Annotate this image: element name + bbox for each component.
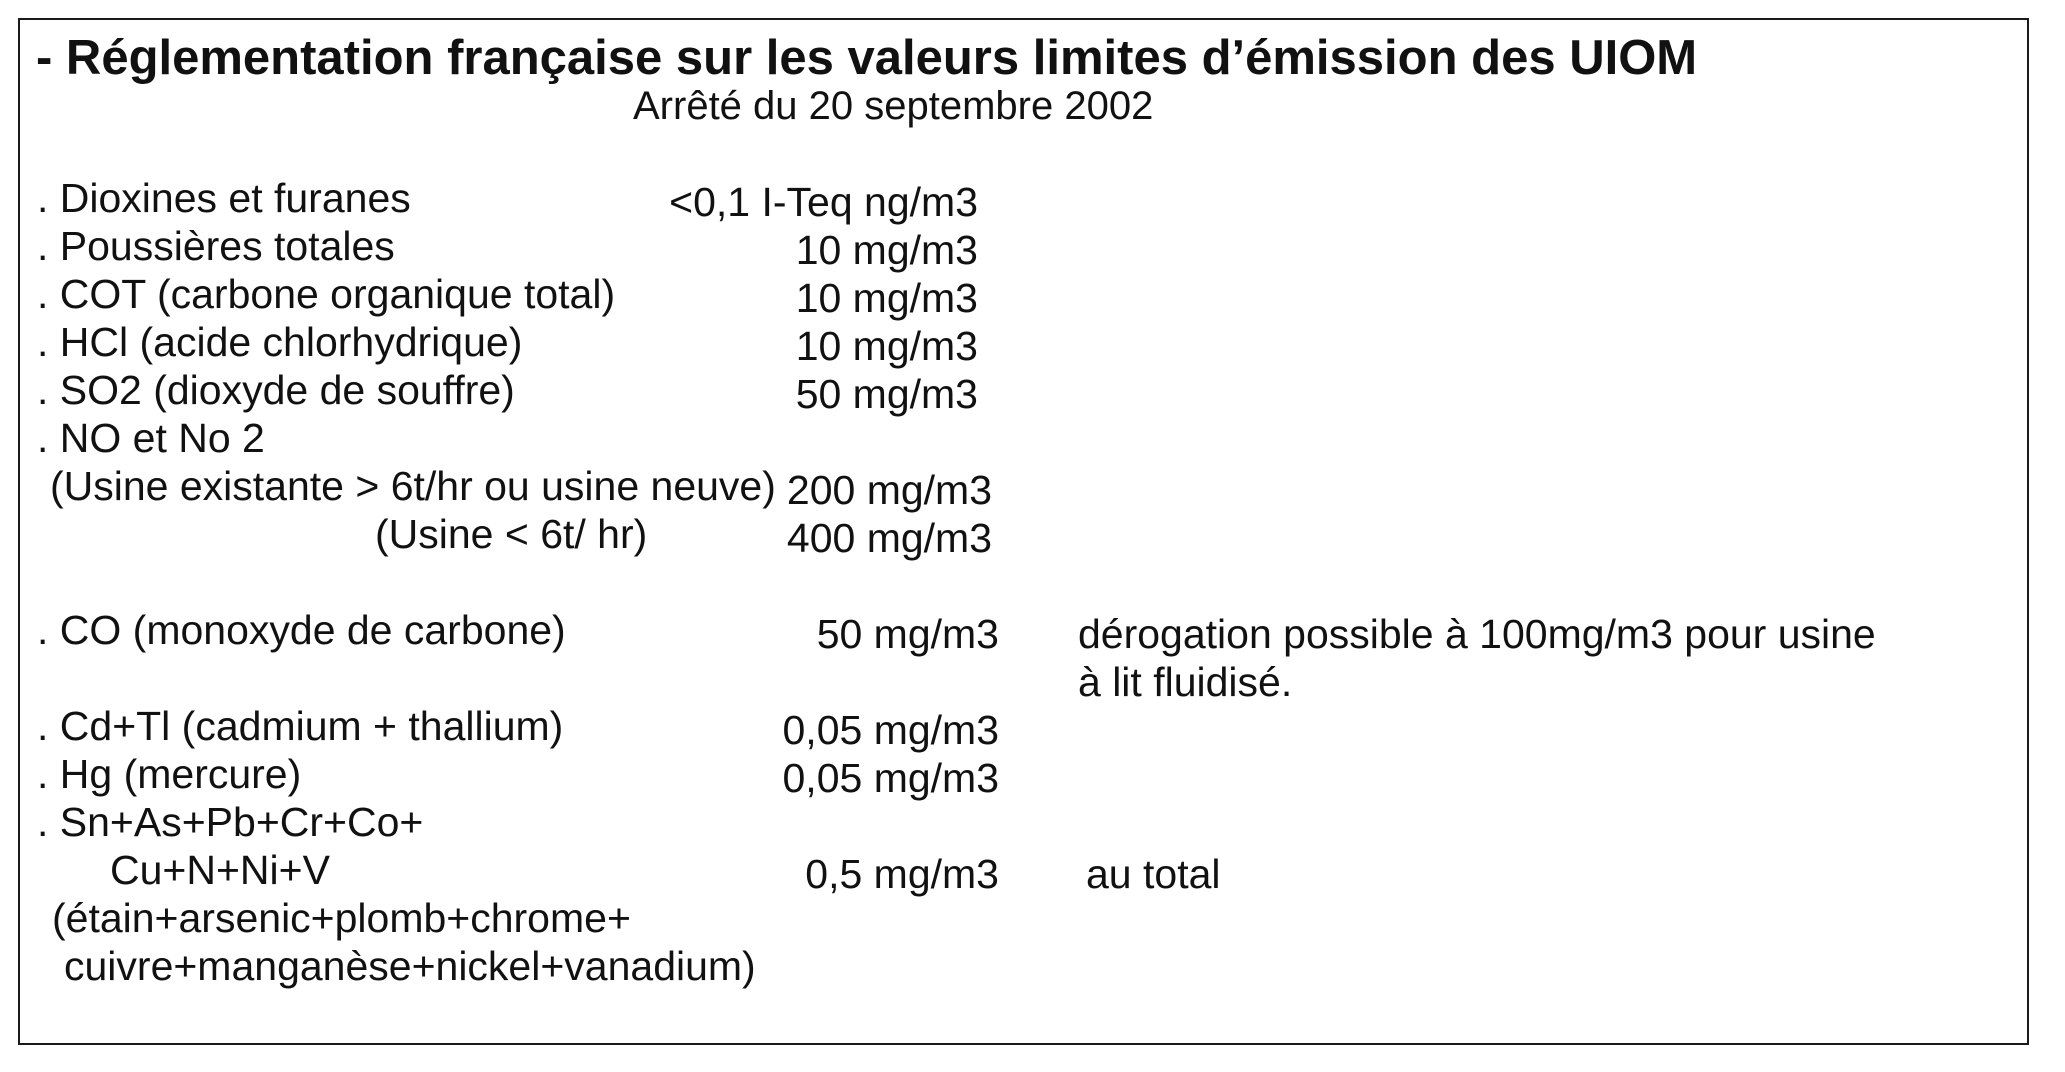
row-value: 50 mg/m3 — [795, 371, 978, 417]
row-label: (Usine existante > 6t/hr ou usine neuve) — [50, 463, 776, 509]
row-label: Cu+N+Ni+V — [110, 847, 330, 893]
row-label: cuivre+manganèse+nickel+vanadium) — [64, 943, 756, 989]
row-value: 50 mg/m3 — [816, 611, 999, 657]
row-label: . Dioxines et furanes — [37, 175, 411, 221]
row-note: dérogation possible à 100mg/m3 pour usine — [1078, 611, 1876, 657]
row-label: . Cd+Tl (cadmium + thallium) — [37, 703, 564, 749]
row-value: 10 mg/m3 — [795, 227, 978, 273]
row-value: 10 mg/m3 — [795, 275, 978, 321]
row-label: (Usine < 6t/ hr) — [375, 511, 648, 557]
row-label: . Hg (mercure) — [37, 751, 302, 797]
row-value: 400 mg/m3 — [786, 515, 992, 561]
row-value: 10 mg/m3 — [795, 323, 978, 369]
row-value: 200 mg/m3 — [786, 467, 992, 513]
row-label: . HCl (acide chlorhydrique) — [37, 319, 523, 365]
row-label: . NO et No 2 — [37, 415, 265, 461]
row-label: . SO2 (dioxyde de souffre) — [37, 367, 515, 413]
row-value: <0,1 I-Teq ng/m3 — [669, 179, 978, 225]
page-title: - Réglementation française sur les valeurs limites d’émission des UIOM — [36, 31, 1698, 85]
row-note: au total — [1086, 851, 1221, 897]
row-label: . Poussières totales — [37, 223, 395, 269]
row-value: 0,05 mg/m3 — [782, 755, 999, 801]
row-label: . Sn+As+Pb+Cr+Co+ — [37, 799, 424, 845]
row-note: à lit fluidisé. — [1078, 659, 1293, 705]
row-value: 0,5 mg/m3 — [805, 851, 999, 897]
row-label: (étain+arsenic+plomb+chrome+ — [52, 895, 631, 941]
row-label: . COT (carbone organique total) — [37, 271, 616, 317]
page-subtitle: Arrêté du 20 septembre 2002 — [633, 84, 1154, 128]
row-label: . CO (monoxyde de carbone) — [37, 607, 566, 653]
row-value: 0,05 mg/m3 — [782, 707, 999, 753]
